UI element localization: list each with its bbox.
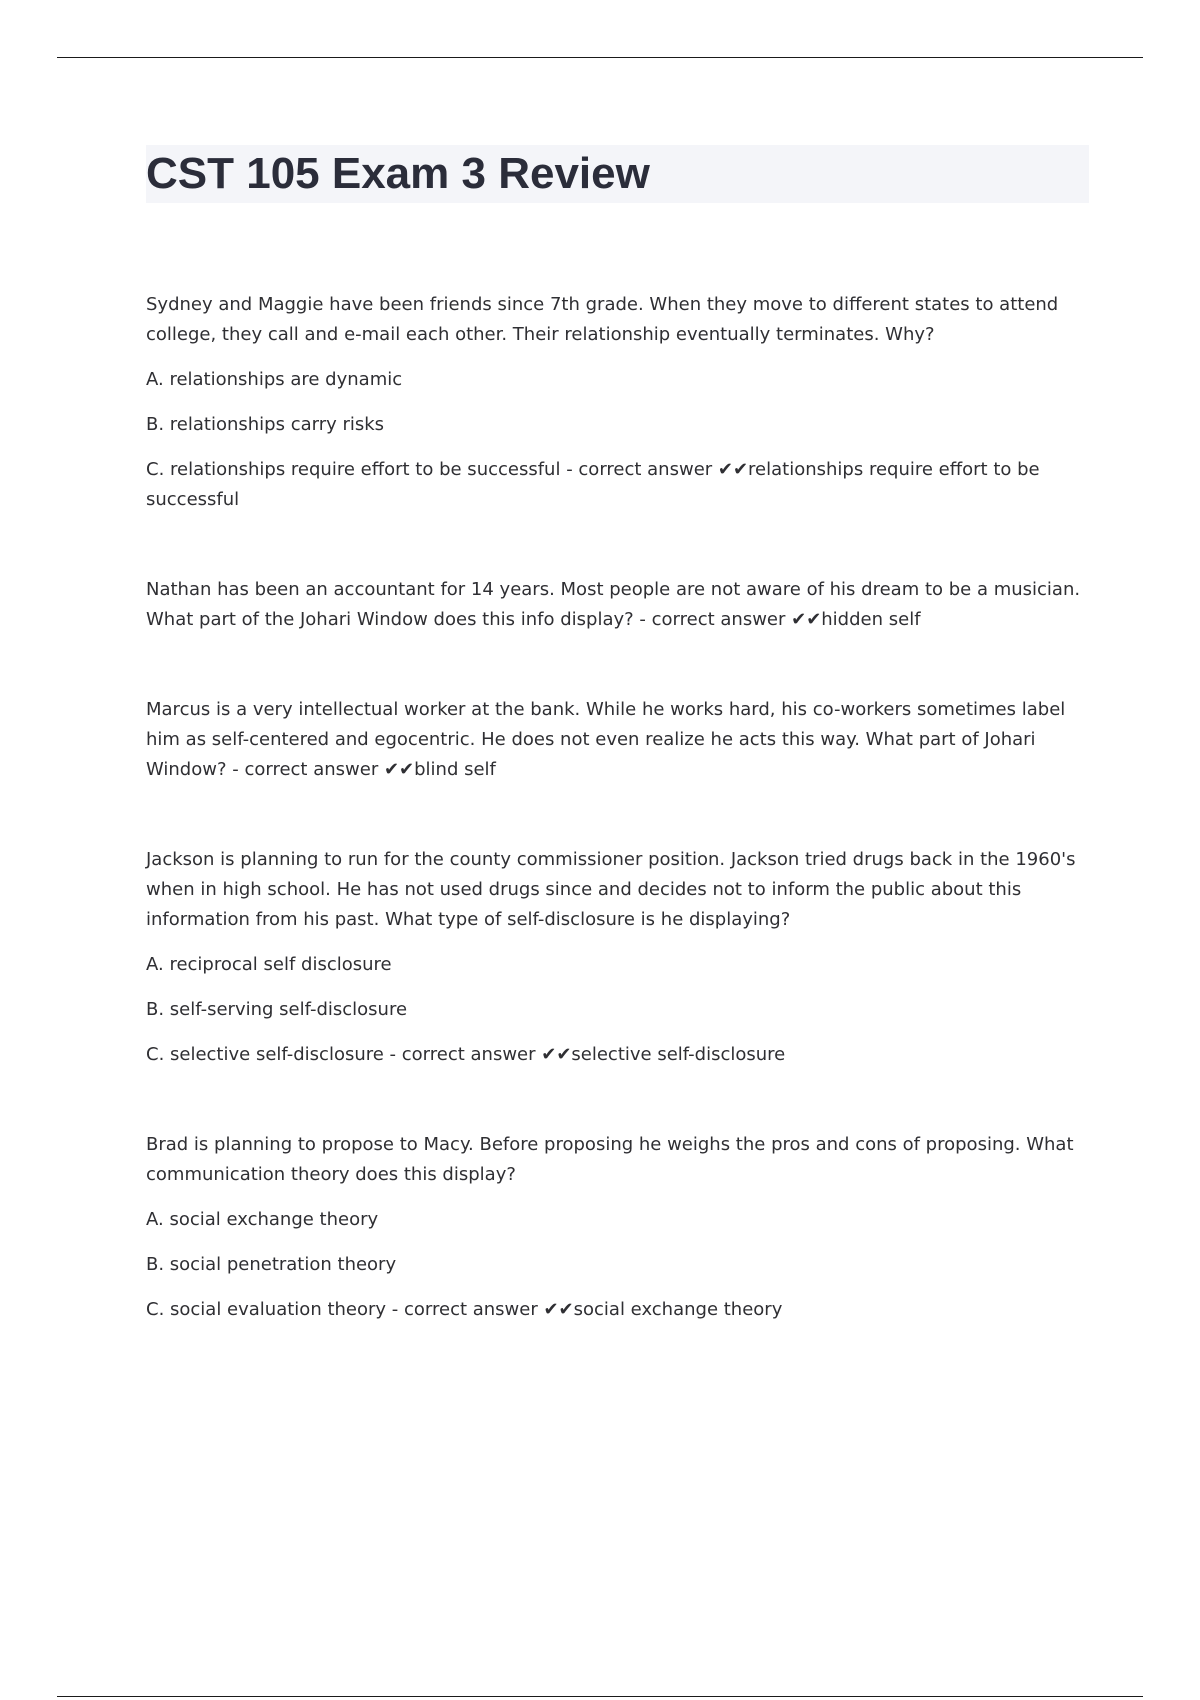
answer-option: A. relationships are dynamic [146,369,403,390]
answer-option: B. self-serving self-disclosure [146,999,408,1020]
question-text: Sydney and Maggie have been friends since 7th grade. When they move to different states to attend college, they call and e-mail each other. Their relationship eventually terminates. Why? [146,294,1059,345]
title-banner [146,145,1089,203]
correct-answer-line: C. selective self-disclosure - correct answer ✔✔selective self-disclosure [146,1044,786,1065]
document-body [146,290,1086,1325]
question-block [146,575,1086,635]
correct-answer-line: C. relationships require effort to be successful - correct answer ✔✔relationships require effort to be successful [146,459,1040,510]
bottom-rule [57,1696,1143,1697]
question-text: Brad is planning to propose to Macy. Before proposing he weighs the pros and cons of proposing. What communication theory does this display? [146,1134,1074,1185]
answer-option: B. social penetration theory [146,1254,397,1275]
question-block [146,695,1086,785]
question-block [146,290,1086,515]
question-text: Jackson is planning to run for the county commissioner position. Jackson tried drugs back in the 1960's when in high school. He has not used drugs since and decides not to inform the public about this information from his past. What type of self-disclosure is he displaying? [146,849,1076,930]
page-title: CST 105 Exam 3 Review [146,149,650,198]
answer-option: B. relationships carry risks [146,414,385,435]
question-block [146,1130,1086,1325]
question-text: Marcus is a very intellectual worker at the bank. While he works hard, his co-workers sometimes label him as self-centered and egocentric. He does not even realize he acts this way. What part of Johari Window? - correct answer ✔✔blind self [146,699,1066,780]
question-block [146,845,1086,1070]
answer-option: A. social exchange theory [146,1209,379,1230]
answer-option: A. reciprocal self disclosure [146,954,392,975]
correct-answer-line: C. social evaluation theory - correct answer ✔✔social exchange theory [146,1299,783,1320]
top-rule [57,57,1143,58]
question-text: Nathan has been an accountant for 14 years. Most people are not aware of his dream to be a musician. What part of the Johari Window does this info display? - correct answer ✔✔hidden self [146,579,1081,630]
